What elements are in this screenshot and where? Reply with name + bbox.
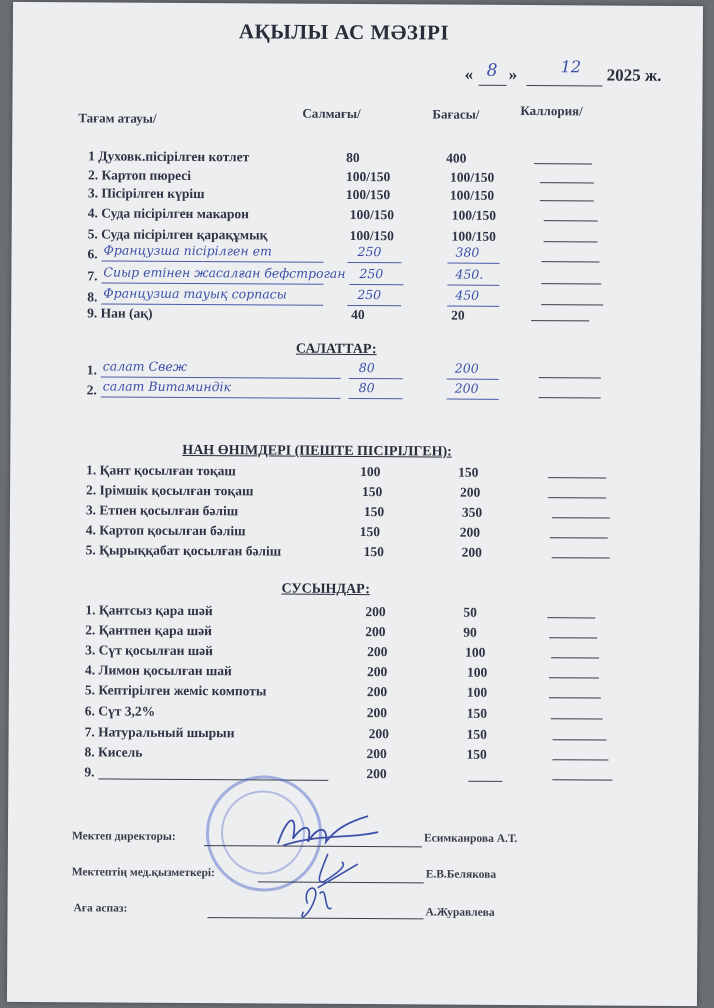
drinks-item-calories-blank-line <box>547 617 595 618</box>
dishes-item-number-or-name: 3. Пісірілген күріш <box>87 185 205 202</box>
salads-item-weight-line <box>349 378 403 379</box>
drinks-item-calories-blank-line <box>551 657 599 658</box>
dishes-item-number-or-name: 4. Суда пісірілген макарон <box>87 205 250 222</box>
dishes-item-price: 400 <box>446 150 467 166</box>
drinks-item-weight: 200 <box>365 604 386 620</box>
salads-item-weight-handwritten: 80 <box>358 380 375 396</box>
signature-role-director: Мектеп директоры: <box>71 830 176 843</box>
dishes-item-price: 20 <box>451 307 465 323</box>
dishes-item-weight-line <box>347 262 401 263</box>
dishes-item-price-handwritten: 450 <box>455 287 480 303</box>
dishes-item-weight: 100/150 <box>349 206 395 223</box>
dishes-item-calories-blank-line <box>540 182 594 183</box>
dishes-item-weight: 40 <box>351 306 365 323</box>
dishes-item-calories-blank-line <box>541 261 599 262</box>
drinks-item-number-or-name: 4. Лимон қосылған шай <box>84 662 232 679</box>
drinks-item-number-or-name: 2. Қантпен қара шәй <box>85 622 212 639</box>
bakery-item-weight: 100 <box>360 464 381 480</box>
dishes-item-number-or-name: 1 Духовк.пісірілген котлет <box>88 148 250 165</box>
bakery-item-weight: 150 <box>363 504 385 520</box>
date-close-quote: » <box>508 64 518 84</box>
bakery-item-price: 150 <box>458 464 479 480</box>
bakery-item-price: 200 <box>460 484 481 500</box>
drinks-item-calories-blank-line <box>549 697 601 698</box>
dishes-item-weight-line <box>349 284 403 285</box>
bakery-item-number-or-name: 5. Қырыққабат қосылған бәліш <box>85 542 282 559</box>
drinks-item-weight: 200 <box>365 624 386 640</box>
bakery-item-number-or-name: 3. Етпен қосылған бәліш <box>85 502 239 519</box>
salads-item-calories-blank-line <box>539 377 601 378</box>
drinks-item-number-or-name: 5. Кептірілген жеміс компоты <box>84 682 267 699</box>
salads-item-handwritten-name: салат Свеж <box>102 358 188 374</box>
drinks-item-number-or-name: 6. Сүт 3,2% <box>84 703 156 719</box>
dishes-item-price-handwritten: 450. <box>455 266 484 282</box>
drinks-item-number-or-name: 9. <box>84 764 95 780</box>
salads-item-handwritten-name: салат Витаминдік <box>102 378 232 395</box>
bakery-item-price: 350 <box>461 504 483 520</box>
salads-item-price-line <box>447 399 499 400</box>
section-salads-title: САЛАТТАР: <box>295 341 377 358</box>
drinks-item-weight: 200 <box>367 644 388 660</box>
dishes-item-weight-handwritten: 250 <box>357 287 382 303</box>
dishes-item-calories-blank-line <box>531 320 589 321</box>
page-title: АҚЫЛЫ АС МӘЗІРІ <box>238 19 450 45</box>
drinks-item-price-blank-line <box>468 781 502 782</box>
header-weight: Салмағы/ <box>302 105 361 122</box>
drinks-item-calories-blank-line <box>552 759 608 760</box>
dishes-item-calories-blank-line <box>534 163 592 164</box>
drinks-item-price: 90 <box>463 624 477 640</box>
salads-item-weight-handwritten: 80 <box>358 360 375 376</box>
dishes-item-number-or-name: 2. Картоп пюресі <box>87 167 192 183</box>
dishes-item-price-line <box>447 285 499 286</box>
drinks-item-weight: 200 <box>366 684 388 700</box>
dishes-item-number-or-name: 9. Нан (ақ) <box>87 305 153 321</box>
signature-role-chef: Аға аспаз: <box>73 902 128 915</box>
drinks-item-number-or-name: 8. Кисель <box>84 744 143 760</box>
salads-item-price-handwritten: 200 <box>454 380 479 396</box>
bakery-item-number-or-name: 2. Ірімшік қосылған тоқаш <box>86 482 254 499</box>
dishes-item-price-line <box>447 263 499 264</box>
bakery-item-calories-blank-line <box>548 497 606 498</box>
drinks-item-price: 150 <box>466 705 488 721</box>
drinks-item-price: 100 <box>466 664 488 680</box>
bakery-item-weight: 150 <box>359 524 381 540</box>
menu-sheet <box>7 2 703 1006</box>
salads-item-number-or-name: 1. <box>86 362 97 378</box>
dishes-item-calories-blank-line <box>544 220 598 221</box>
date-year: 2025 ж. <box>606 65 662 85</box>
dishes-item-number-or-name: 5. Суда пісірілген қарақұмық <box>87 226 268 243</box>
dishes-item-weight: 100/150 <box>349 227 394 244</box>
dishes-item-name-line <box>101 282 323 284</box>
dishes-item-price-handwritten: 380 <box>455 244 480 260</box>
drinks-item-calories-blank-line <box>553 739 607 740</box>
bakery-item-number-or-name: 1. Қант қосылған тоқаш <box>86 462 236 479</box>
dishes-item-calories-blank-line <box>544 241 598 242</box>
dishes-item-weight: 100/150 <box>345 186 391 203</box>
drinks-item-number-or-name: 3. Сүт қосылған шәй <box>85 642 213 659</box>
dishes-item-price: 100/150 <box>451 207 497 223</box>
salads-item-name-line <box>101 396 341 398</box>
dishes-item-calories-blank-line <box>540 200 594 201</box>
drinks-item-calories-blank-line <box>552 779 612 780</box>
salads-item-number-or-name: 2. <box>86 382 97 398</box>
header-name: Тағам атауы/ <box>78 110 157 126</box>
signature-name-director: Есимканрова А.Т. <box>423 832 518 845</box>
drinks-item-price: 150 <box>466 746 487 762</box>
dishes-item-price: 100/150 <box>449 169 495 185</box>
drinks-item-price: 50 <box>463 604 477 620</box>
date-day: 8 <box>486 60 498 81</box>
dishes-item-price: 100/150 <box>451 228 496 244</box>
header-calories: Каллория/ <box>520 103 583 119</box>
header-price: Бағасы/ <box>432 106 480 122</box>
bakery-item-weight: 150 <box>362 484 383 500</box>
drinks-item-weight: 200 <box>366 766 387 782</box>
signature-name-chef: А.Журавлева <box>425 906 495 919</box>
date-month: 12 <box>560 57 582 77</box>
bakery-item-calories-blank-line <box>552 517 610 518</box>
dishes-item-number-or-name: 6. <box>87 246 98 262</box>
dishes-item-handwritten-name: Французша пісірілген ет <box>103 242 272 259</box>
dishes-item-handwritten-name: Французша тауық сорпасы <box>103 285 287 302</box>
bakery-item-calories-blank-line <box>548 477 606 478</box>
drinks-item-number-or-name: 7. Натуральный шырын <box>84 724 235 741</box>
dishes-item-weight: 100/150 <box>345 168 391 185</box>
salads-item-calories-blank-line <box>539 397 601 398</box>
dishes-item-calories-blank-line <box>541 304 603 305</box>
bakery-item-calories-blank-line <box>552 557 610 558</box>
date-open-quote: « <box>464 64 474 84</box>
dishes-item-weight-handwritten: 250 <box>357 244 382 260</box>
dishes-item-calories-blank-line <box>541 283 601 284</box>
date-day-line <box>479 85 507 86</box>
drinks-item-calories-blank-line <box>549 637 597 638</box>
signature-name-medic: Е.В.Белякова <box>425 868 497 881</box>
salads-item-weight-line <box>349 398 403 399</box>
drinks-item-name-blank-line <box>98 778 328 780</box>
drinks-item-weight: 200 <box>366 664 388 680</box>
dishes-item-number-or-name: 8. <box>87 289 98 305</box>
drinks-item-price: 100 <box>466 684 488 700</box>
drinks-item-calories-blank-line <box>551 718 603 719</box>
bakery-item-calories-blank-line <box>550 537 608 538</box>
dishes-item-weight-handwritten: 250 <box>359 266 384 282</box>
handwritten-signatures <box>257 803 458 934</box>
drinks-item-price: 100 <box>465 644 486 660</box>
bakery-item-price: 200 <box>459 524 481 540</box>
bakery-item-weight: 150 <box>363 544 385 560</box>
bakery-item-price: 200 <box>461 544 483 560</box>
date-month-line <box>527 85 603 86</box>
dishes-item-number-or-name: 7. <box>87 268 98 284</box>
dishes-item-weight: 80 <box>346 149 360 166</box>
drinks-item-number-or-name: 1. Қантсыз қара шәй <box>85 602 213 619</box>
drinks-item-weight: 200 <box>366 705 388 721</box>
bakery-item-number-or-name: 4. Картоп қосылған бәліш <box>85 522 246 539</box>
salads-item-price-handwritten: 200 <box>454 360 479 376</box>
dishes-item-price: 100/150 <box>449 187 495 203</box>
drinks-item-calories-blank-line <box>549 677 599 678</box>
dishes-item-name-line <box>101 260 323 262</box>
section-drinks-title: СУСЫНДАР: <box>281 581 370 598</box>
drinks-item-price: 150 <box>466 726 487 742</box>
signature-role-medic: Мектептің мед.қызметкері: <box>71 866 215 880</box>
dishes-item-handwritten-name: Сиыр етінен жасалған бефстроган <box>103 264 346 281</box>
section-bakery-title: НАН ӨНІМДЕРІ (ПЕШТЕ ПІСІРІЛГЕН): <box>182 442 452 460</box>
drinks-item-weight: 200 <box>368 726 389 742</box>
drinks-item-weight: 200 <box>366 746 387 762</box>
